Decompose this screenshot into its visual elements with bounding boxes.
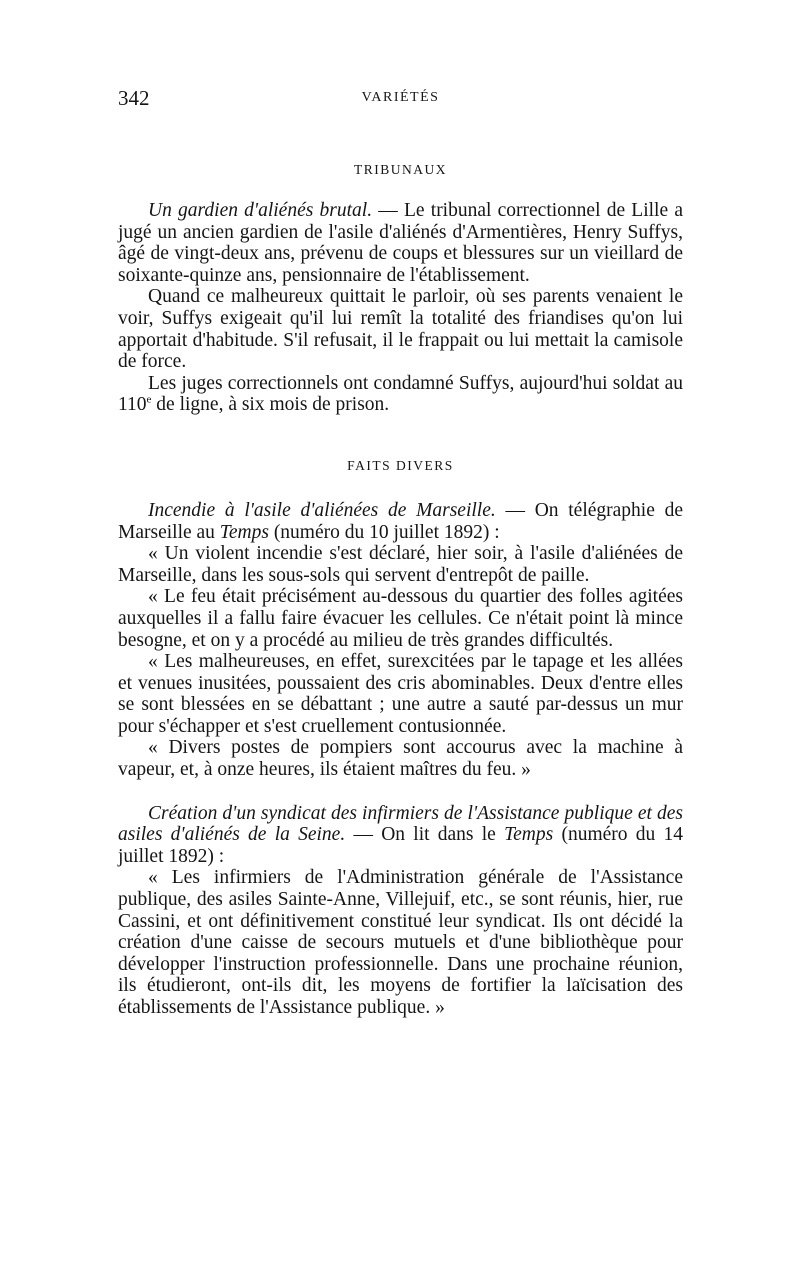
section-heading-tribunaux: TRIBUNAUX [354, 162, 447, 177]
article-title-syndicat: Création d'un syndicat des infirmiers de l'Assistance publique et des asiles d'aliénés de la Seine. [118, 802, 683, 846]
page-body [118, 162, 683, 1019]
quote-paragraph: « Les malheureuses, en effet, surexcitées par le tapage et les allées et venues inusitées, poussaient des cris abominables. Deux d'entre elles se sont blessées en se débattant ; une autre a sauté par-dessus un mur pour s'échapper et s'est cruellement contusionnée. [118, 651, 683, 737]
paragraph-text: (numéro du 14 juillet 1892) : [118, 824, 684, 867]
section-heading-faits-divers: FAITS DIVERS [347, 457, 454, 473]
paragraph-text: — Le tribunal correctionnel de Lille a jugé un ancien gardien de l'asile d'aliénés d'Armentières, Henry Suffys, âgé de vingt-deux ans, prévenu de coups et blessures sur un vieillard de soixante-quinze ans, pensionnaire de l'établissement. [118, 200, 683, 286]
paragraph-text: — On lit dans le [345, 824, 505, 846]
paragraph-text: — On télégraphie de Marseille au [118, 499, 684, 543]
article-title-incendie: Incendie à l'asile d'aliénées de Marseille. [148, 499, 496, 521]
paragraph-syndicat-intro [118, 803, 683, 868]
paragraph-text: (numéro du 10 juillet 1892) : [268, 521, 500, 543]
paragraph-gardien [118, 200, 683, 286]
paragraph-text: Les juges correctionnels ont condamné Suffys, aujourd'hui soldat au 110 [118, 372, 683, 416]
quote-paragraph: « Divers postes de pompiers sont accourus avec la machine à vapeur, et, à onze heures, ils étaient maîtres du feu. » [118, 737, 683, 781]
article-title-gardien: Un gardien d'aliénés brutal. [148, 200, 373, 221]
newspaper-name: Temps [504, 824, 554, 846]
running-head [118, 86, 683, 116]
quote-paragraph: « Un violent incendie s'est déclaré, hier soir, à l'asile d'aliénées de Marseille, dans les sous-sols qui servent d'entrepôt de paille. [118, 543, 683, 586]
paragraph-text: de ligne, à six mois de prison. [151, 394, 390, 416]
running-title: VARIÉTÉS [361, 90, 440, 105]
page-number: 342 [118, 86, 150, 110]
newspaper-name: Temps [219, 521, 269, 543]
paragraph-incendie-intro [118, 500, 683, 543]
quote-paragraph: « Les infirmiers de l'Administration générale de l'Assistance publique, des asiles Sainte-Anne, Villejuif, etc., se sont réunis, hier, rue Cassini, et ont définitivement constitué leur syndicat. Ils ont décidé la création d'une caisse de secours mutuels et d'une bibliothèque pour développer l'instruction professionnelle. Dans une prochaine réunion, ils étudieront, ont-ils dit, les moyens de fortifier la laïcisation des établissements de l'Assistance publique. » [118, 867, 683, 1018]
paragraph-parloir: Quand ce malheureux quittait le parloir, où ses parents venaient le voir, Suffys exigeait qu'il lui remît la totalité des friandises qu'on lui apportait d'habitude. S'il refusait, il le frappait ou lui mettait la camisole de force. [118, 286, 683, 373]
quote-paragraph: « Le feu était précisément au-dessous du quartier des folles agitées auxquelles il a fallu faire évacuer les cellules. Ce n'était point là mince besogne, et on y a procédé au milieu de très grandes difficultés. [118, 586, 683, 651]
paragraph-jugement [118, 373, 683, 416]
superscript: e [146, 393, 152, 406]
